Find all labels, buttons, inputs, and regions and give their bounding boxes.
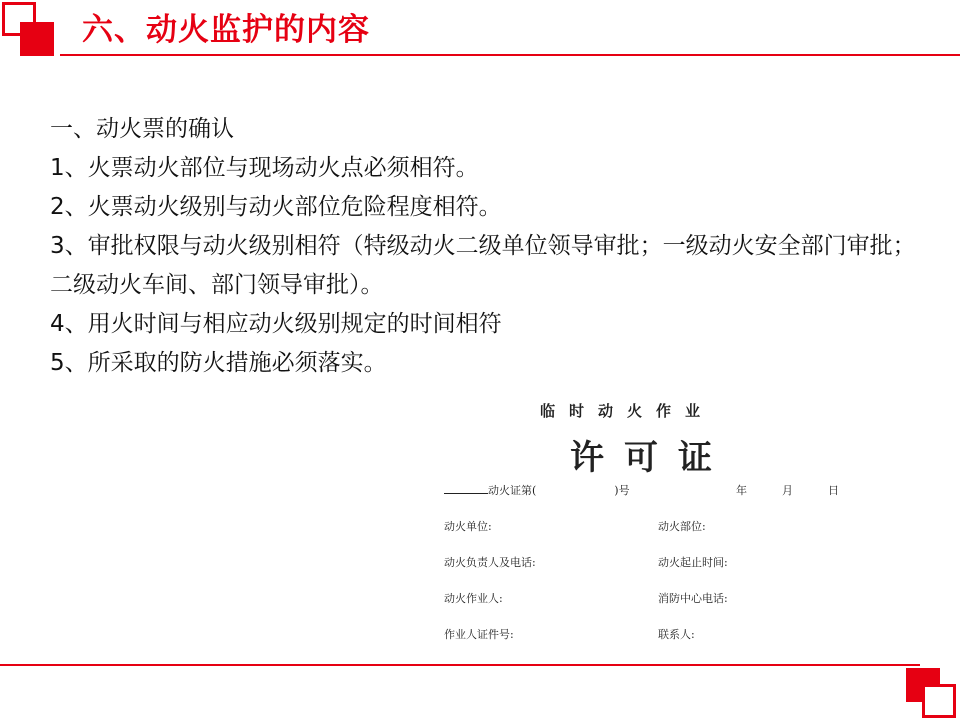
content-heading: 一、动火票的确认 [50,116,234,142]
permit-date-month: 月 [782,484,793,497]
field-fire-center: 消防中心电话: [658,592,728,605]
permit-date-year: 年 [736,484,747,497]
content-item: 2、火票动火级别与动火部位危险程度相符。 [50,194,502,220]
field-contact: 联系人: [658,628,695,641]
permit-number-blank [444,483,488,494]
permit-subtitle: 临时动火作业 [540,402,715,420]
slide-title: 六、动火监护的内容 [82,12,370,48]
permit-date-day: 日 [828,484,839,497]
permit-number-suffix: )号 [614,484,630,497]
permit-title: 许可证 [570,438,732,478]
content-item: 5、所采取的防火措施必须落实。 [50,350,387,376]
permit-date-line [736,482,874,498]
content-list [50,110,930,383]
corner-square-filled [20,22,54,56]
permit-number-line [444,482,630,498]
permit-number-prefix: 动火证第( [488,484,537,497]
field-responsible: 动火负责人及电话: [444,556,536,569]
hot-work-permit-form [440,396,860,656]
corner-square-outline [922,684,956,718]
field-worker: 动火作业人: [444,592,503,605]
field-unit: 动火单位: [444,520,492,533]
content-item: 3、审批权限与动火级别相符（特级动火二级单位领导审批；一级动火安全部门审批；二级动火车间、部门领导审批）。 [50,233,916,298]
footer-divider [0,664,920,666]
content-item: 4、用火时间与相应动火级别规定的时间相符 [50,311,502,337]
content-item: 1、火票动火部位与现场动火点必须相符。 [50,155,479,181]
title-divider [60,54,960,56]
field-time: 动火起止时间: [658,556,728,569]
field-location: 动火部位: [658,520,706,533]
field-cert-no: 作业人证件号: [444,628,514,641]
